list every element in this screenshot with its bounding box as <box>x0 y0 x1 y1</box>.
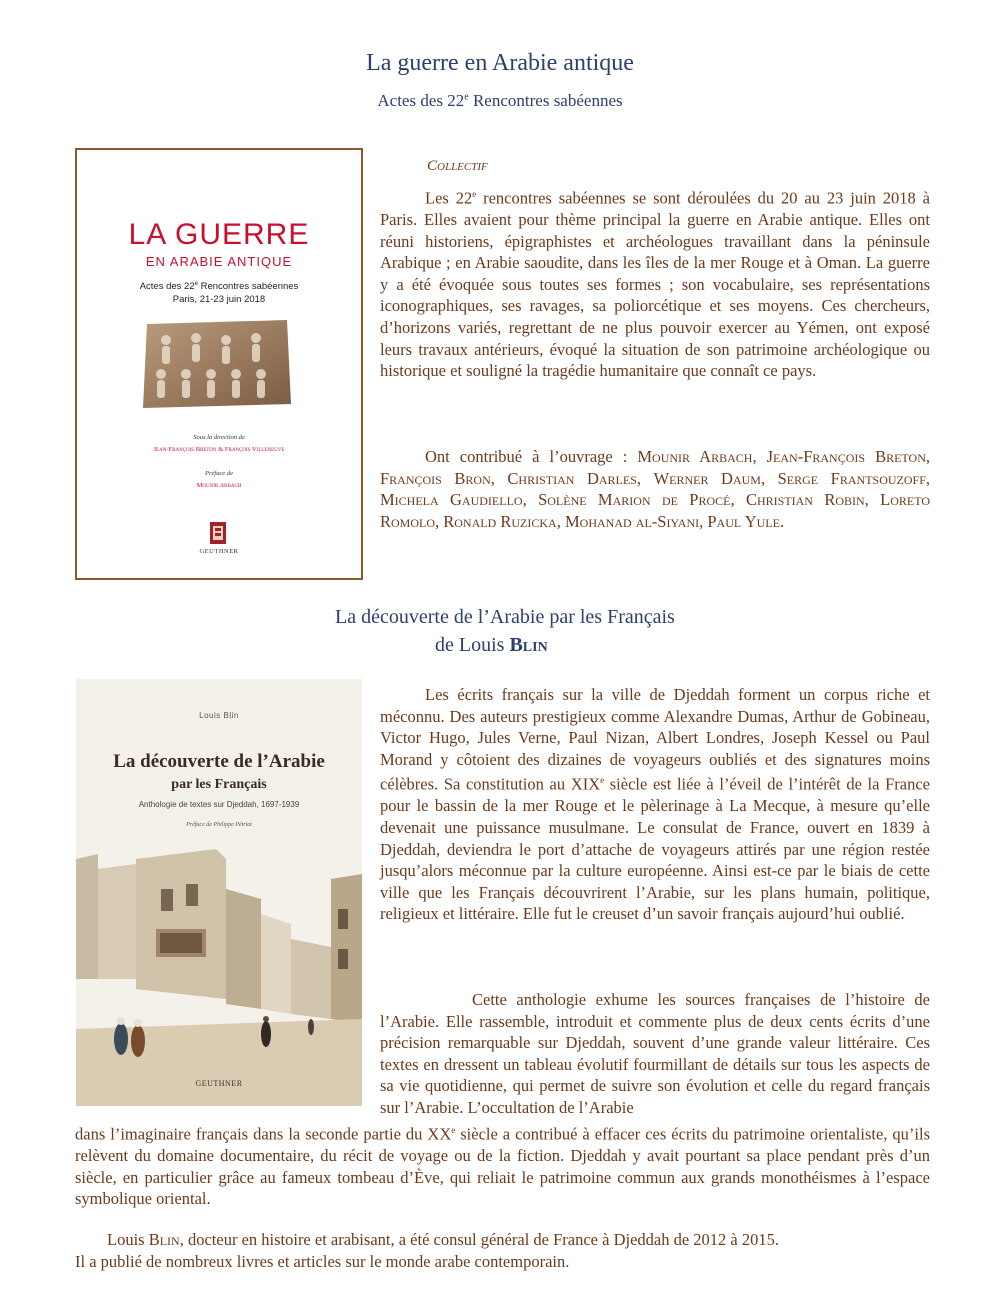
book2-paragraph1: Les écrits français sur la ville de Djeddah forment un corpus riche et méconnu. Des auteurs prestigieux comme Alexandre Dumas, Arthur de Gobineau, Victor Hugo, Jules Verne, Paul Nizan, Albert Londres, Joseph Kessel ou Paul Morand y côtoient des dizaines de voyageurs oubliés et des signatures moins célèbres. Sa constitution au XIXe siècle est liée à l’éveil de l’intérêt de la France pour le bassin de la mer Rouge et le pèlerinage à La Mecque, à mesure qu’elle devenait une puissance musulmane. Le consulat de France, ouvert en 1839 à Djeddah, deviendra le port d’attache de voyageurs attirés par une région restée jusqu’alors méconnue par la culture européenne. Ainsi est-ce par le biais de cette ville que les Français découvrirent l’Arabie, sur les plans humain, politique, religieux et littéraire. Elle fut le creuset d’un savoir français aujourd’hui oublié. <box>380 685 931 924</box>
contributor-name: Paul Yule <box>707 511 780 531</box>
book1-cover <box>75 148 363 580</box>
book1-author-label: Collectif <box>427 158 488 174</box>
cover1-place-date: Paris, 21-23 juin 2018 <box>172 294 266 306</box>
contributor-name: Mounir Arbach <box>637 447 753 466</box>
cover2-anthology: Anthologie de textes sur Djeddah, 1697-1939 <box>138 800 300 809</box>
contributor-name: Jean-François Breton <box>766 447 926 466</box>
publisher-logo-icon <box>210 522 226 544</box>
book2-paragraph2b: dans l’imaginaire français dans la seconde partie du XXe siècle a contribué à effacer ces écrits du patrimoine orientaliste, qu’ils relèvent du domaine documentaire, du récit de voyage ou de la fiction. Djeddah y avait pourtant sa place pendant près d’un siècle, en particulier grâce au fameux tombeau d’Ève, qui reliait le patrimoine commun aux grands monothéismes à l’espace symbolique oriental. <box>75 1124 930 1209</box>
book1-title: La guerre en Arabie antique <box>366 50 634 76</box>
book2-cover <box>76 679 362 1106</box>
contributor-name: Ronald Ruzicka <box>443 511 557 531</box>
cover2-title-line1: La découverte de l’Arabie <box>113 751 325 772</box>
contributor-name: Christian Darles <box>507 468 637 488</box>
cover1-title-line2: EN ARABIE ANTIQUE <box>145 254 293 269</box>
cover1-direction: Sous la direction de Jean-François Breton & François Villeneuve <box>153 434 285 453</box>
contributor-name: Michela Gaudiello <box>380 490 523 510</box>
contributor-name: Solène Marion de Procé <box>538 490 731 510</box>
contributors-list: Mounir Arbach, Jean-François Breton, François Bron, Christian Darles, Werner Daum, Serge Frantsouzoff, Michela Gaudiello, Solène Marion de Procé, Christian Robin, Loreto Romolo, Ronald Ruzicka, Mohanad al-Siyani, Paul Yule. <box>380 447 931 531</box>
cover1-actes: Actes des 22e Rencontres sabéennes Paris, 21-23 juin 2018 <box>139 281 299 306</box>
author-bio: Louis Blin, docteur en histoire et arabisant, a été consul général de France à Djeddah de 2012 à 2015. Il a publié de nombreux livres et articles sur le monde arabe contemporain. <box>75 1230 779 1271</box>
relief-image <box>141 318 293 410</box>
book2-title: La découverte de l’Arabie par les Français <box>335 606 675 628</box>
cover2-publisher: GEUTHNER <box>195 1079 243 1088</box>
book1-contributors: Ont contribué à l’ouvrage : Mounir Arbach, Jean-François Breton, François Bron, Christian Darles, Werner Daum, Serge Frantsouzoff, Michela Gaudiello, Solène Marion de Procé, Christian Robin, Loreto Romolo, Ronald Ruzicka, Mohanad al-Siyani, Paul Yule. <box>380 447 931 531</box>
contributor-name: Mohanad al-Siyani <box>564 511 700 531</box>
contributor-name: Loreto Romolo <box>380 490 931 531</box>
book2-paragraph2a: Cette anthologie exhume les sources françaises de l’histoire de l’Arabie. Elle rassemble, introduit et commente plus de deux cents écrits d’une précision remarquable sur Djeddah, souvent d’une grande valeur littéraire. Ces textes en dressent un tableau évolutif fourmillant de détails sur tous les aspects de sa vie quotidienne, qui permet de suivre son évolution et celle du regard français sur l’Arabie. L’occultation de l’Arabie <box>380 990 930 1117</box>
book1-subtitle: Actes des 22e Rencontres sabéennes <box>377 91 623 110</box>
cover2-preface: Préface de Philippe Pétriat <box>186 822 252 828</box>
cover2-title-line2: par les Français <box>171 777 267 792</box>
cover1-title-line1: LA GUERRE <box>128 218 310 251</box>
author-bio-line2: Il a publié de nombreux livres et articles sur le monde arabe contemporain. <box>75 1251 570 1271</box>
contributor-name: Christian Robin <box>745 490 865 510</box>
book2-byline: de Louis Blin <box>435 634 548 656</box>
contributor-name: Werner Daum <box>653 468 761 488</box>
cover1-publisher: GEUTHNER <box>199 548 239 555</box>
book1-paragraph: Les 22e rencontres sabéennes se sont déroulées du 20 au 23 juin 2018 à Paris. Elles avaient pour thème principal la guerre en Arabie antique. Elles ont réuni historiens, épigraphistes et archéologues travaillant dans la péninsule Arabique ; en Arabie saoudite, dans les îles de la mer Rouge et à Oman. La guerre y a été évoquée sous toutes ses formes ; son vocabulaire, ses représentations iconographiques, ses ravages, sa poliorcétique et ses moyens. Ces chercheurs, d’horizons variés, regrettant de ne plus pouvoir exercer au Yémen, ont exposé leurs travaux antérieurs, évoqué la situation de son patrimoine archéologique ou historique et souligné la tragédie humanitaire que connaît ce pays. <box>380 188 931 381</box>
cover2-author: Louis Blin <box>199 711 239 720</box>
contributor-name: Serge Frantsouzoff <box>777 468 926 488</box>
street-illustration <box>76 829 362 1106</box>
contributor-name: François Bron <box>380 468 491 488</box>
cover1-preface: Préface de Mounir Arbach <box>196 470 242 489</box>
